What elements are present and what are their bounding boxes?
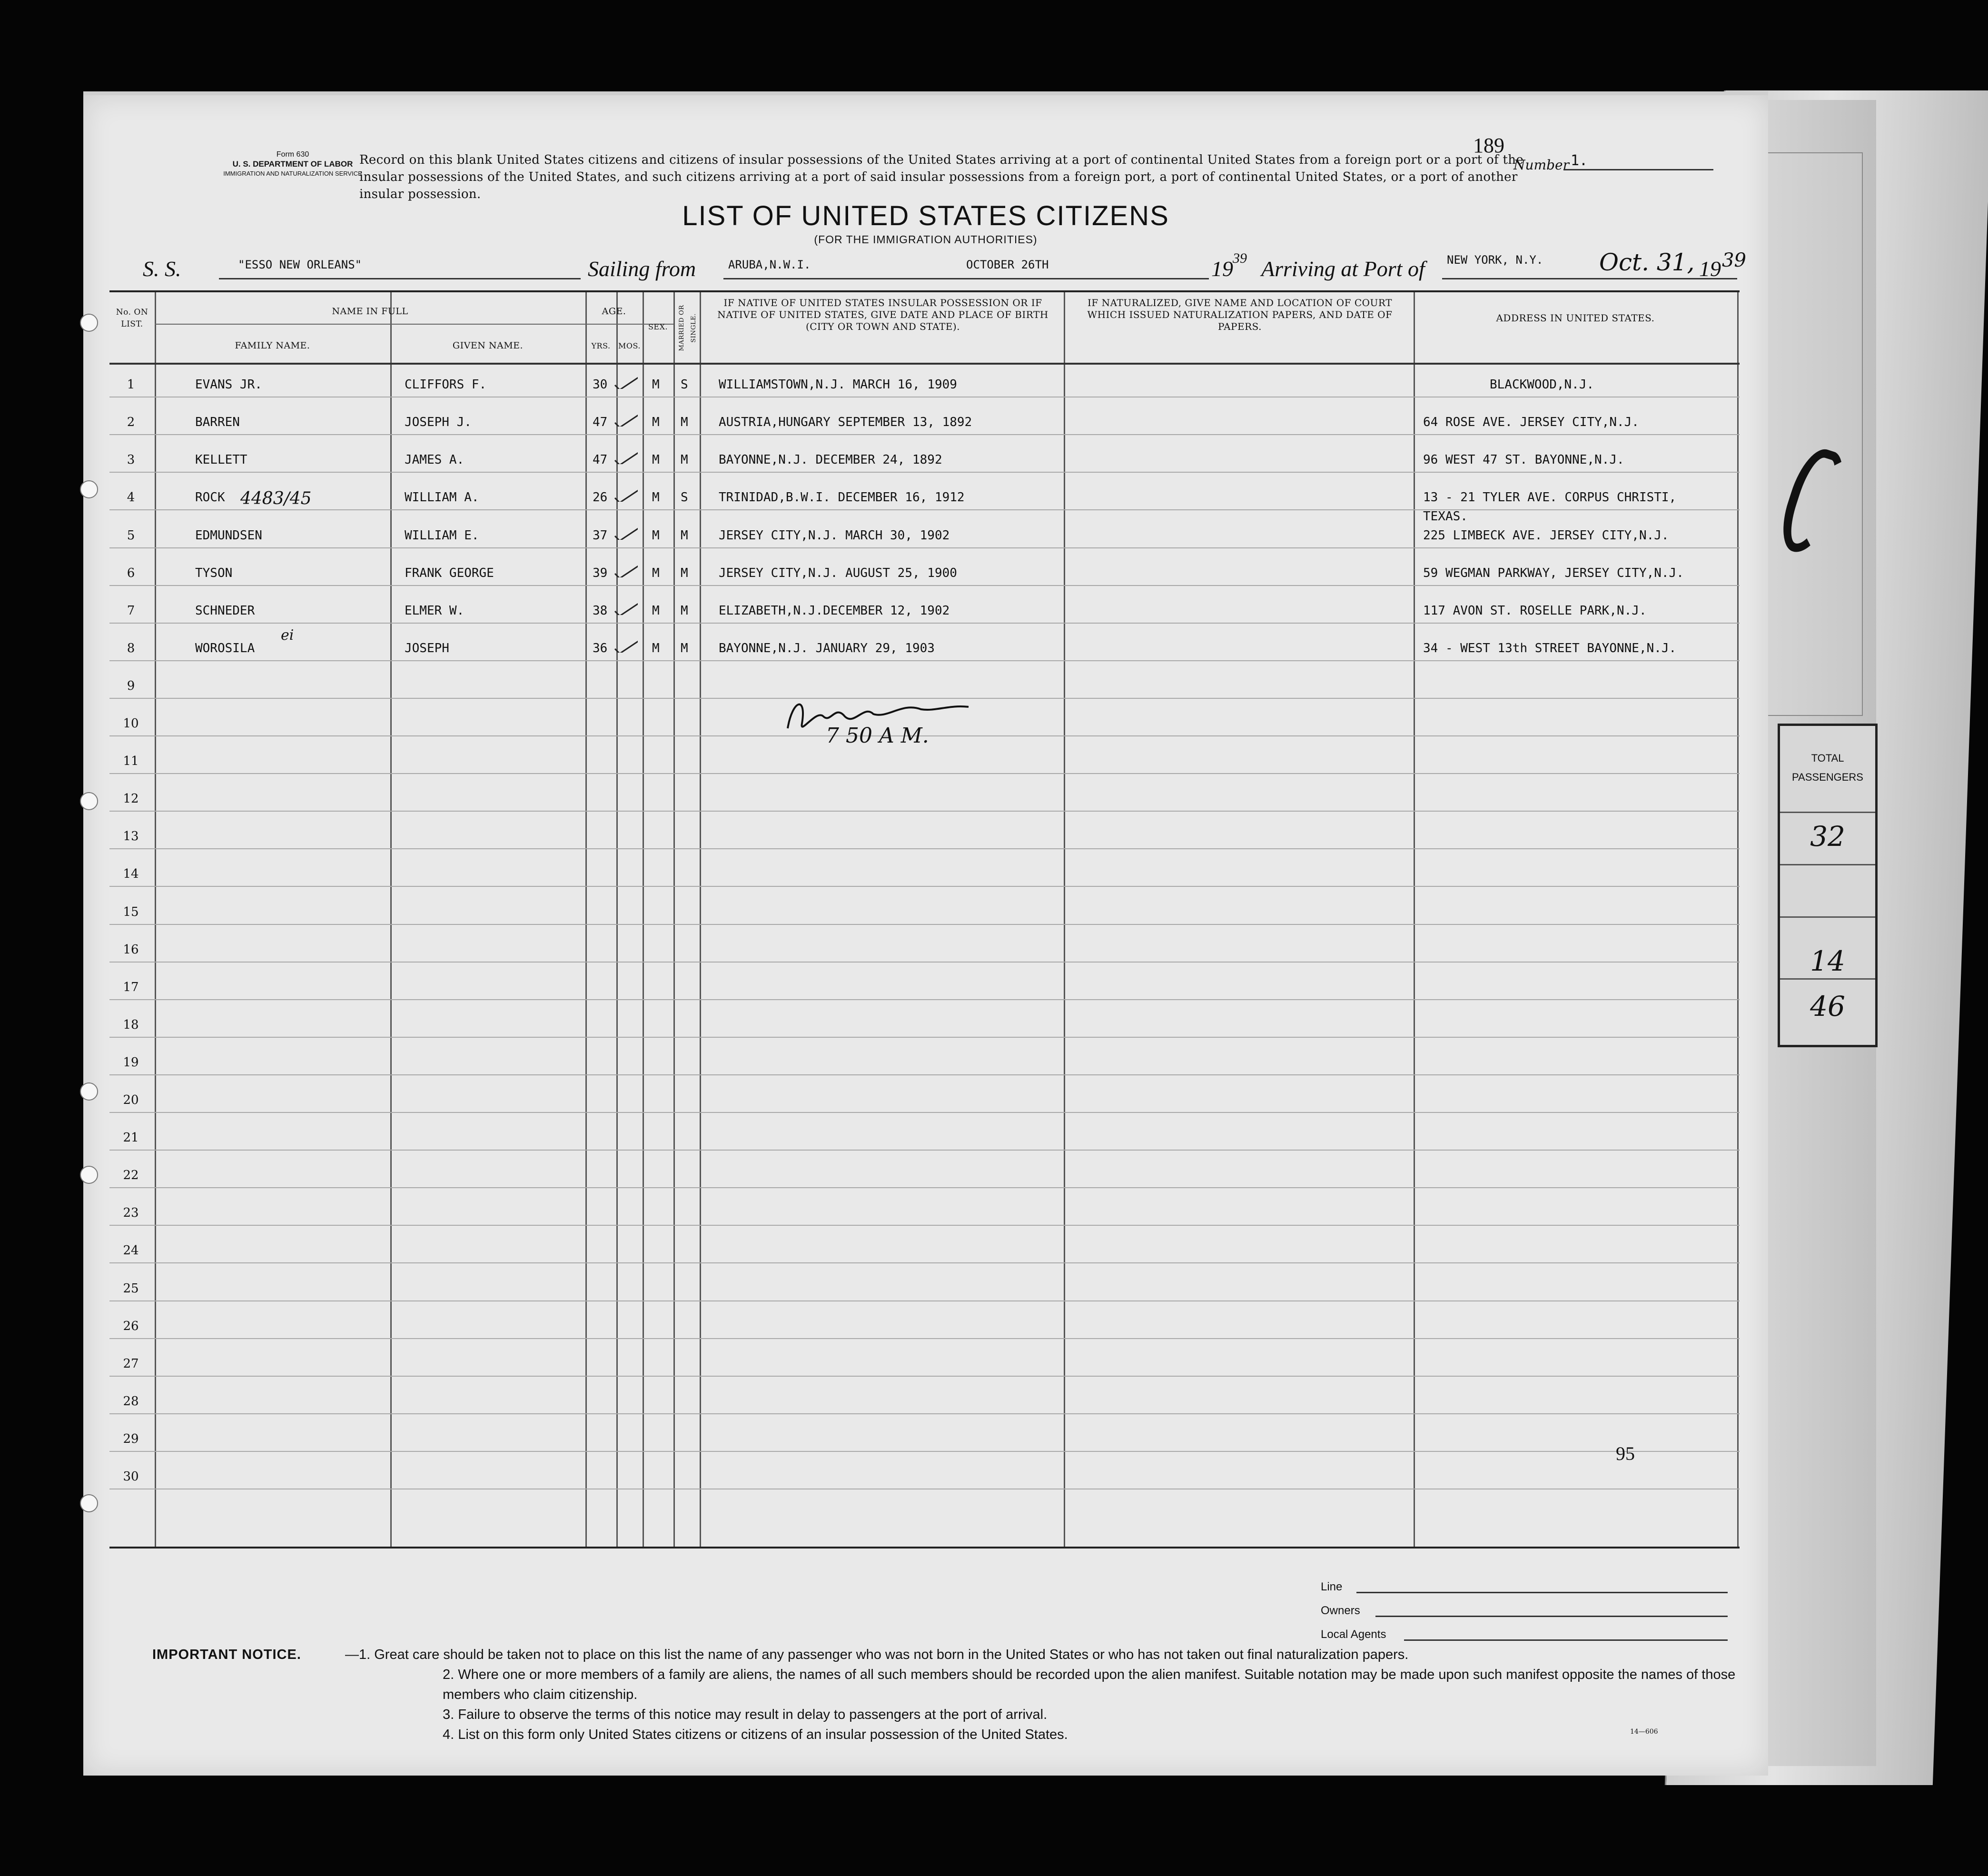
- age-years: 39: [593, 566, 608, 580]
- row-number: 30: [123, 1469, 139, 1484]
- marital-status: M: [681, 528, 688, 543]
- given-name: JOSEPH: [405, 641, 449, 655]
- sex-value: M: [652, 453, 660, 467]
- sex-value: M: [652, 566, 660, 580]
- row-number: 17: [123, 980, 139, 994]
- row-number: 14: [123, 867, 139, 882]
- row-number: 12: [123, 792, 139, 806]
- family-name: BARREN: [195, 415, 240, 430]
- col-divider: [585, 292, 587, 1547]
- row-number: 24: [123, 1243, 139, 1258]
- col-divider: [155, 292, 156, 1547]
- age-years: 38: [593, 603, 608, 618]
- birth-info: AUSTRIA,HUNGARY SEPTEMBER 13, 1892: [719, 415, 972, 430]
- row-number: 4: [127, 490, 135, 505]
- row-rule: [109, 924, 1740, 925]
- department-name: U. S. DEPARTMENT OF LABOR: [232, 159, 353, 169]
- sex-value: M: [652, 490, 660, 505]
- punch-hole: [80, 1082, 98, 1101]
- row-rule: [109, 1225, 1740, 1226]
- owners-label: Owners: [1321, 1604, 1360, 1617]
- sex-value: M: [652, 603, 660, 618]
- page-subtitle: (FOR THE IMMIGRATION AUTHORITIES): [814, 233, 1038, 246]
- col-divider: [616, 292, 618, 1547]
- arrival-port: NEW YORK, N.Y.: [1447, 253, 1543, 267]
- family-name: WOROSILA: [195, 641, 255, 655]
- marital-status: M: [681, 415, 688, 430]
- check-mark-icon: [613, 450, 638, 464]
- col-divider: [643, 292, 644, 1547]
- header-address: ADDRESS IN UNITED STATES.: [1496, 312, 1655, 324]
- check-mark-icon: [613, 601, 638, 615]
- row-number: 3: [127, 453, 135, 467]
- row-number: 2: [127, 415, 135, 430]
- service-name: IMMIGRATION AND NATURALIZATION SERVICE: [223, 170, 362, 177]
- line-label: Line: [1321, 1580, 1343, 1593]
- family-name: EDMUNDSEN: [195, 528, 262, 543]
- address: BLACKWOOD,N.J.: [1490, 377, 1594, 392]
- number-label: Number: [1513, 157, 1569, 173]
- intro-instructions: Record on this blank United States citizens and citizens of insular possessions of the United States arriving at a port of continental United States from a foreign port or a port of the insular possessions of the United States, and such citizens arriving at a port of said insular possessions from a foreign port, a port of continental United States, or a port of another insular possession.: [359, 153, 1524, 201]
- row-rule: [109, 999, 1740, 1000]
- row-rule: [109, 547, 1740, 548]
- row-rule: [109, 660, 1740, 661]
- row-rule: [109, 962, 1740, 963]
- header-age: AGE.: [602, 306, 626, 317]
- agents-underline: [1404, 1639, 1728, 1641]
- page-number: 95: [1616, 1443, 1635, 1464]
- birth-info: BAYONNE,N.J. DECEMBER 24, 1892: [719, 453, 942, 467]
- handwritten-id: 4483/45: [240, 489, 312, 508]
- row-number: 18: [123, 1017, 139, 1032]
- row-rule: [109, 1187, 1740, 1188]
- punch-hole: [80, 480, 98, 498]
- line-field: [1321, 1580, 1342, 1594]
- form-number: Form 630: [276, 150, 309, 159]
- sex-value: M: [652, 415, 660, 430]
- col-divider: [1064, 292, 1065, 1547]
- row-number: 23: [123, 1206, 139, 1221]
- address: 225 LIMBECK AVE. JERSEY CITY,N.J.: [1423, 528, 1669, 543]
- totals-box: [1778, 724, 1878, 1047]
- row-rule: [109, 623, 1740, 624]
- marital-status: S: [681, 377, 688, 392]
- row-rule: [109, 811, 1740, 812]
- given-name: ELMER W.: [405, 603, 465, 618]
- row-rule: [109, 1150, 1740, 1151]
- row-number: 13: [123, 829, 139, 844]
- given-name: WILLIAM A.: [405, 490, 479, 505]
- check-mark-icon: [613, 526, 638, 540]
- handwritten-insert: ei: [281, 627, 294, 644]
- totals-rule: [1780, 864, 1875, 865]
- sailing-from-label: Sailing from: [588, 257, 696, 281]
- family-name: KELLETT: [195, 453, 247, 467]
- birth-info: BAYONNE,N.J. JANUARY 29, 1903: [719, 641, 935, 655]
- year-suffix: 39: [1233, 250, 1247, 266]
- row-number: 10: [123, 716, 139, 731]
- agents-label: Local Agents: [1321, 1628, 1386, 1641]
- row-number: 1: [127, 377, 135, 392]
- passenger-table: [109, 290, 1740, 1548]
- row-rule: [109, 773, 1740, 774]
- notice-item-3: 3. Failure to observe the terms of this notice may result in delay to passengers at the port of arrival.: [443, 1707, 1048, 1722]
- col-divider: [390, 292, 392, 1547]
- totals-label: TOTAL: [1811, 752, 1844, 764]
- marital-status: M: [681, 641, 688, 655]
- row-number: 19: [123, 1055, 139, 1070]
- marital-status: M: [681, 603, 688, 618]
- page-title: LIST OF UNITED STATES CITIZENS: [682, 200, 1169, 231]
- birth-info: WILLIAMSTOWN,N.J. MARCH 16, 1909: [719, 377, 957, 392]
- header-mos: MOS.: [618, 341, 641, 350]
- check-mark-icon: [613, 487, 638, 502]
- header-name-in-full: NAME IN FULL: [332, 306, 408, 317]
- given-name: JOSEPH J.: [405, 415, 472, 430]
- row-number: 8: [127, 641, 135, 655]
- age-years: 47: [593, 415, 608, 430]
- notice-item-1: —1. Great care should be taken not to place on this list the name of any passenger who was not born in the United States or who has not taken out final naturalization papers.: [345, 1647, 1409, 1662]
- address: 64 ROSE AVE. JERSEY CITY,N.J.: [1423, 415, 1639, 430]
- given-name: JAMES A.: [405, 453, 465, 467]
- family-name: SCHNEDER: [195, 603, 255, 618]
- family-name: EVANS JR.: [195, 377, 262, 392]
- age-years: 47: [593, 453, 608, 467]
- number-field: 1.: [1563, 152, 1713, 170]
- col-divider: [700, 292, 701, 1547]
- sex-value: M: [652, 528, 660, 543]
- torn-paper-tab: [1756, 152, 1863, 716]
- header-bottom-rule: [109, 363, 1740, 365]
- row-rule: [109, 1451, 1740, 1452]
- punch-hole: [80, 1166, 98, 1184]
- row-number: 7: [127, 603, 135, 618]
- owners-underline: [1375, 1616, 1728, 1617]
- sex-value: M: [652, 377, 660, 392]
- row-number: 20: [123, 1093, 139, 1107]
- manifest-form: [83, 95, 1768, 1776]
- handwritten-time: 7 50 A M.: [826, 724, 929, 748]
- punch-hole: [80, 792, 98, 810]
- col-divider: [673, 292, 675, 1547]
- age-years: 30: [593, 377, 608, 392]
- row-rule: [109, 886, 1740, 887]
- line-underline: [1356, 1592, 1728, 1593]
- arrival-year-suffix: 39: [1722, 249, 1746, 271]
- address: 34 - WEST 13th STREET BAYONNE,N.J.: [1423, 641, 1677, 655]
- check-mark-icon: [613, 563, 638, 577]
- ship-name: "ESSO NEW ORLEANS": [238, 258, 362, 271]
- address: 117 AVON ST. ROSELLE PARK,N.J.: [1423, 603, 1647, 618]
- voyage-line: [143, 248, 1746, 290]
- address: 13 - 21 TYLER AVE. CORPUS CHRISTI,: [1423, 490, 1677, 505]
- year-prefix: 19: [1211, 257, 1233, 281]
- notice-item-2: 2. Where one or more members of a family are aliens, the names of all such members should be recorded upon the alien manifest. Suitable notation may be made upon such manifest opposite the names of those members who claim citizenship.: [443, 1667, 1736, 1702]
- header-yrs: YRS.: [591, 341, 611, 350]
- marital-status: M: [681, 566, 688, 580]
- given-name: WILLIAM E.: [405, 528, 479, 543]
- sex-value: M: [652, 641, 660, 655]
- header-married-single: MARRIED OR SINGLE.: [678, 305, 697, 351]
- given-name: CLIFFORS F.: [405, 377, 487, 392]
- header-subrule: [155, 324, 673, 325]
- row-rule: [109, 1037, 1740, 1038]
- row-number: 16: [123, 942, 139, 957]
- birth-info: TRINIDAD,B.W.I. DECEMBER 16, 1912: [719, 490, 965, 505]
- row-rule: [109, 585, 1740, 586]
- header-no-on-list: No. ON LIST.: [116, 308, 148, 329]
- row-rule: [109, 848, 1740, 849]
- row-number: 28: [123, 1394, 139, 1409]
- row-number: 15: [123, 904, 139, 919]
- row-number: 11: [123, 754, 139, 769]
- check-mark-icon: [613, 638, 638, 653]
- col-divider: [1737, 292, 1739, 1547]
- row-rule: [109, 1413, 1740, 1414]
- row-number: 21: [123, 1131, 139, 1145]
- birth-info: ELIZABETH,N.J.DECEMBER 12, 1902: [719, 603, 950, 618]
- agents-field: [1321, 1628, 1386, 1641]
- check-mark-icon: [613, 412, 638, 427]
- header-family-name: FAMILY NAME.: [235, 340, 310, 351]
- arriving-label: Arriving at Port of: [1261, 257, 1425, 281]
- totals-rule: [1780, 916, 1875, 918]
- header-naturalized: IF NATURALIZED, GIVE NAME AND LOCATION OF COURT WHICH ISSUED NATURALIZATION PAPERS, AND DATE OF PAPERS.: [1087, 297, 1393, 332]
- print-code: 14—606: [1630, 1728, 1658, 1736]
- sailing-from-value: ARUBA,N.W.I.: [728, 258, 811, 271]
- row-rule: [109, 434, 1740, 435]
- col-divider: [1414, 292, 1415, 1547]
- total-value-1: 32: [1810, 820, 1845, 853]
- row-number: 6: [127, 566, 135, 580]
- row-number: 5: [127, 528, 135, 543]
- row-rule: [109, 1300, 1740, 1301]
- notice-heading: IMPORTANT NOTICE.: [152, 1647, 301, 1662]
- row-number: 29: [123, 1431, 139, 1446]
- arrival-date-handwritten: Oct. 31,: [1599, 248, 1695, 276]
- address: 59 WEGMAN PARKWAY, JERSEY CITY,N.J.: [1423, 566, 1684, 580]
- row-rule: [109, 1112, 1740, 1113]
- totals-rule: [1780, 812, 1875, 813]
- total-value-3: 46: [1810, 990, 1845, 1022]
- family-name: ROCK: [195, 490, 225, 505]
- family-name: TYSON: [195, 566, 233, 580]
- marital-status: M: [681, 453, 688, 467]
- punch-hole: [80, 1494, 98, 1512]
- sailing-date: OCTOBER 26TH: [966, 258, 1049, 271]
- row-number: 22: [123, 1168, 139, 1183]
- row-number: 9: [127, 678, 135, 693]
- row-number: 26: [123, 1319, 139, 1333]
- address: 96 WEST 47 ST. BAYONNE,N.J.: [1423, 453, 1624, 467]
- arrival-year-prefix: 19: [1699, 257, 1721, 281]
- header-given-name: GIVEN NAME.: [452, 340, 524, 351]
- birth-info: JERSEY CITY,N.J. MARCH 30, 1902: [719, 528, 950, 543]
- notice-item-4: 4. List on this form only United States citizens or citizens of an insular possession of the United States.: [443, 1727, 1068, 1742]
- row-rule: [109, 1262, 1740, 1263]
- row-rule: [109, 1338, 1740, 1339]
- given-name: FRANK GEORGE: [405, 566, 494, 580]
- row-rule: [109, 1074, 1740, 1075]
- age-years: 36: [593, 641, 608, 655]
- serial-number: 189: [1473, 134, 1504, 157]
- row-rule: [109, 1376, 1740, 1377]
- owners-field: [1321, 1604, 1360, 1618]
- ss-label: S. S.: [143, 257, 181, 281]
- row-rule: [109, 509, 1740, 510]
- age-years: 37: [593, 528, 608, 543]
- row-rule: [109, 472, 1740, 473]
- header-birth: IF NATIVE OF UNITED STATES INSULAR POSSESSION OR IF NATIVE OF UNITED STATES, GIVE DATE AND PLACE OF BIRTH (CITY OR TOWN AND STATE).: [717, 297, 1048, 332]
- birth-info: JERSEY CITY,N.J. AUGUST 25, 1900: [719, 566, 957, 580]
- header-sex: SEX.: [648, 322, 668, 331]
- row-number: 27: [123, 1356, 139, 1371]
- punch-hole: [80, 314, 98, 332]
- totals-rule: [1780, 978, 1875, 980]
- check-mark-icon: [613, 375, 638, 389]
- marital-status: S: [681, 490, 688, 505]
- passengers-label: PASSENGERS: [1792, 771, 1863, 783]
- address-line-2: TEXAS.: [1423, 509, 1468, 524]
- total-value-2: 14: [1810, 945, 1845, 977]
- row-number: 25: [123, 1281, 139, 1296]
- age-years: 26: [593, 490, 608, 505]
